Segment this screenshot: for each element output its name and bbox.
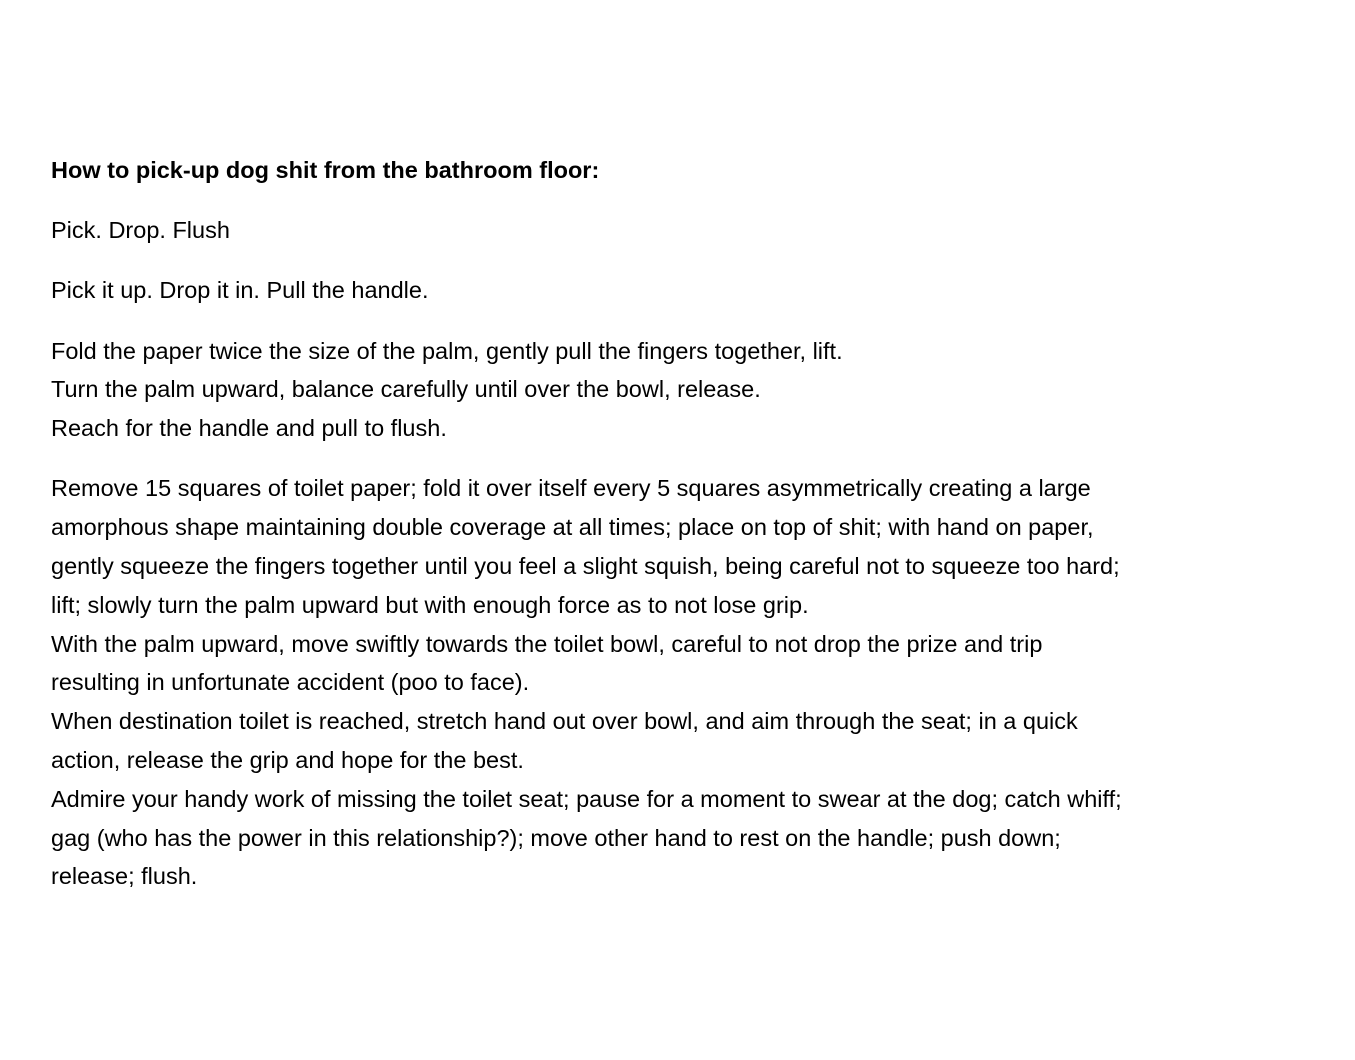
text-line: gag (who has the power in this relationship?); move other hand to rest on the handle; push down;: [51, 824, 1061, 851]
document-title: How to pick-up dog shit from the bathroom floor:: [51, 157, 600, 183]
text-line: lift; slowly turn the palm upward but with enough force as to not lose grip.: [51, 591, 809, 618]
text-line: Fold the paper twice the size of the palm, gently pull the fingers together, lift.: [51, 337, 843, 364]
paragraph-medium-version: [51, 271, 1321, 310]
text-line: Pick. Drop. Flush: [51, 217, 230, 244]
paragraph-detailed-version: [51, 332, 1321, 448]
text-line: With the palm upward, move swiftly towards the toilet bowl, careful to not drop the prize and trip: [51, 630, 1043, 657]
text-line: release; flush.: [51, 863, 198, 890]
document-page: [51, 151, 1321, 896]
text-line: Admire your handy work of missing the toilet seat; pause for a moment to swear at the dog; catch whiff;: [51, 785, 1122, 812]
paragraph-full-version: [51, 469, 1321, 896]
text-line: amorphous shape maintaining double coverage at all times; place on top of shit; with hand on paper,: [51, 514, 1094, 541]
text-line: resulting in unfortunate accident (poo to face).: [51, 669, 530, 696]
paragraph-short-version: [51, 211, 1321, 250]
text-line: action, release the grip and hope for the best.: [51, 746, 524, 773]
text-line: Turn the palm upward, balance carefully until over the bowl, release.: [51, 376, 761, 403]
text-line: Pick it up. Drop it in. Pull the handle.: [51, 277, 429, 304]
text-line: Reach for the handle and pull to flush.: [51, 415, 447, 442]
text-line: gently squeeze the fingers together until you feel a slight squish, being careful not to squeeze too hard;: [51, 552, 1120, 579]
text-line: When destination toilet is reached, stretch hand out over bowl, and aim through the seat; in a quick: [51, 708, 1078, 735]
text-line: Remove 15 squares of toilet paper; fold it over itself every 5 squares asymmetrically creating a large: [51, 475, 1091, 502]
